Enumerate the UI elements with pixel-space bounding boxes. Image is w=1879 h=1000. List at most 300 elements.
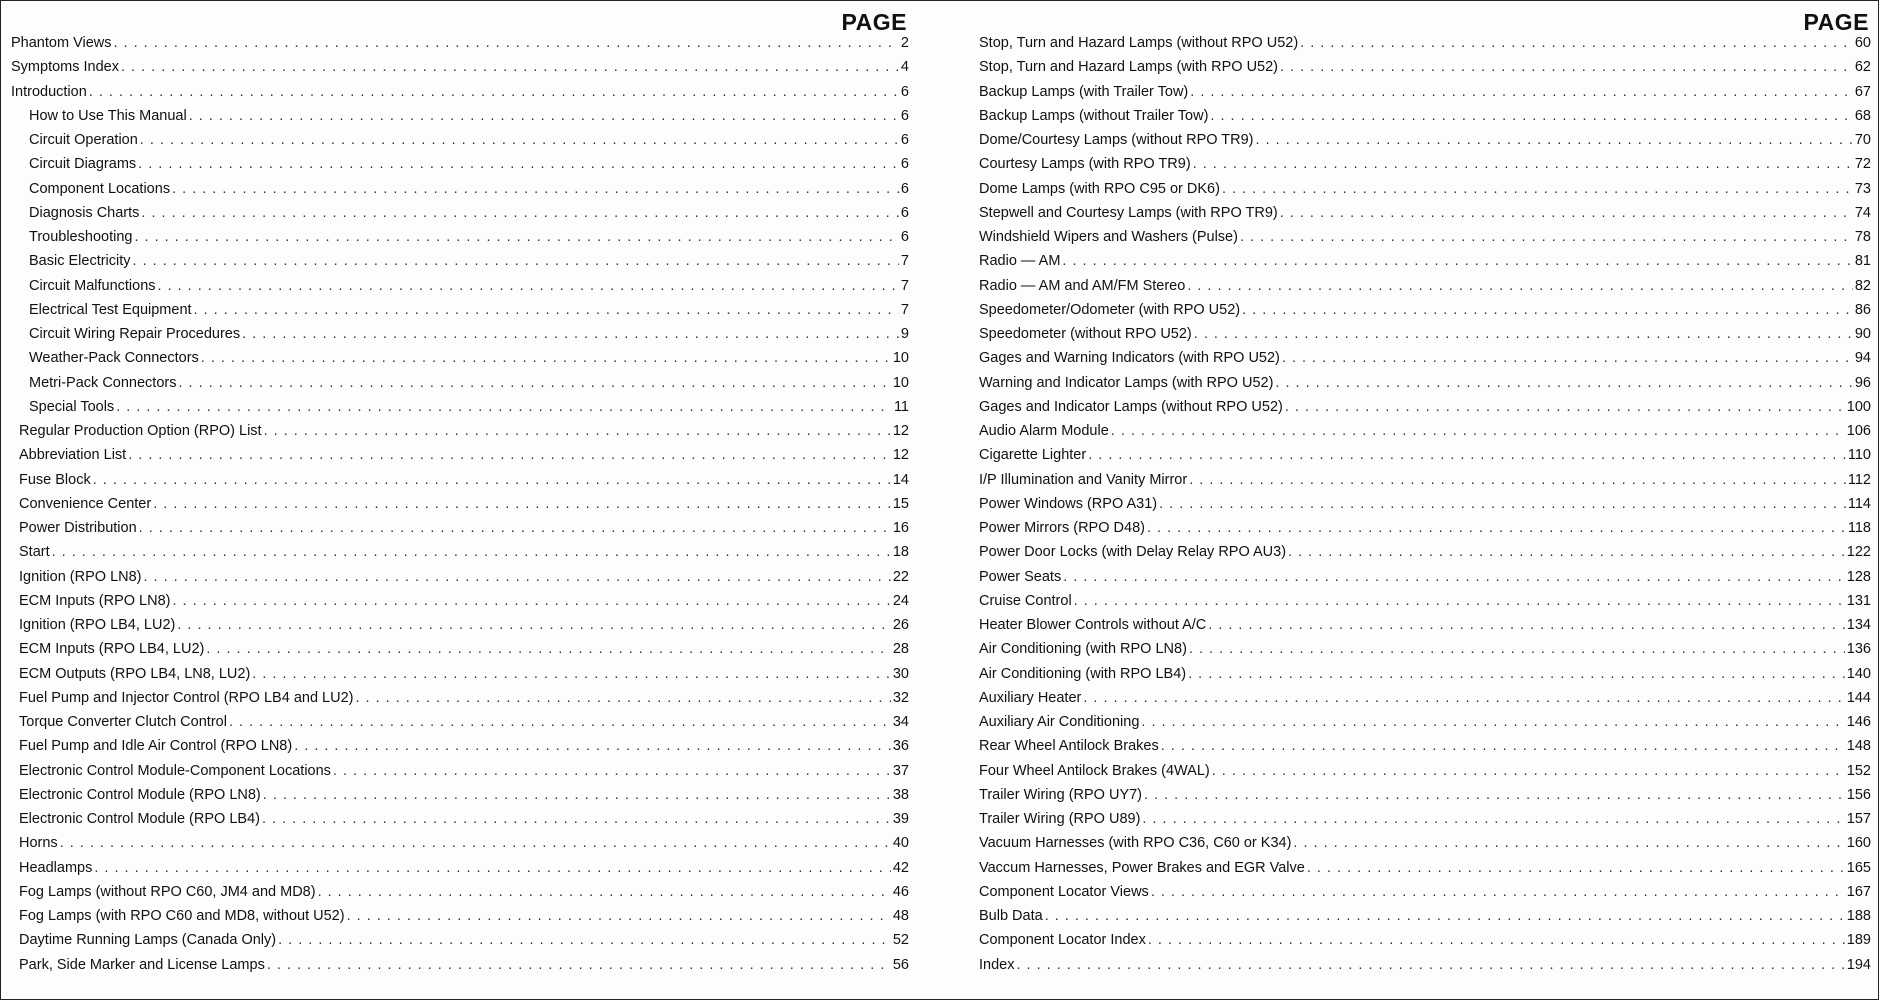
toc-entry[interactable]	[11, 156, 909, 180]
toc-entry-page-number: 188	[1846, 908, 1871, 924]
dot-leader	[1141, 714, 1844, 730]
toc-entry[interactable]	[11, 641, 909, 665]
toc-entry-page-number: 32	[892, 689, 909, 706]
toc-entry-page-number: 4	[900, 59, 909, 76]
toc-entry-title: Daytime Running Lamps (Canada Only)	[19, 932, 277, 949]
toc-entry-title: Gages and Indicator Lamps (without RPO U52)	[979, 398, 1283, 415]
toc-entry-page-number: 22	[892, 568, 909, 585]
dot-leader	[116, 399, 892, 415]
toc-entry[interactable]	[11, 714, 909, 738]
toc-entry[interactable]	[11, 399, 909, 423]
toc-entry-title: Windshield Wipers and Washers (Pulse)	[979, 229, 1238, 245]
toc-entry[interactable]	[979, 253, 1871, 277]
toc-entry[interactable]	[979, 787, 1871, 811]
toc-list-right	[979, 35, 1871, 981]
toc-entry-page-number: 106	[1846, 423, 1871, 439]
toc-entry-page-number: 36	[892, 738, 909, 755]
dot-leader	[262, 811, 891, 827]
toc-entry-page-number: 56	[892, 956, 909, 973]
toc-entry[interactable]	[11, 544, 909, 568]
toc-entry-page-number: 140	[1846, 665, 1871, 682]
dot-leader	[1280, 205, 1853, 221]
toc-entry-title: Circuit Wiring Repair Procedures	[29, 326, 241, 342]
toc-entry[interactable]	[979, 108, 1871, 132]
dot-leader	[153, 496, 891, 512]
toc-entry[interactable]	[11, 84, 909, 108]
dot-leader	[252, 666, 891, 682]
toc-entry-page-number: 7	[900, 277, 909, 294]
dot-leader	[318, 884, 891, 900]
toc-entry[interactable]	[11, 811, 909, 835]
toc-entry-title: Fog Lamps (with RPO C60 and MD8, without U52)	[19, 908, 345, 924]
dot-leader	[1282, 350, 1853, 366]
toc-entry[interactable]	[11, 447, 909, 471]
toc-entry-page-number: 68	[1854, 107, 1871, 124]
toc-entry[interactable]	[11, 860, 909, 884]
toc-entry-title: Weather-Pack Connectors	[29, 350, 199, 367]
toc-entry-page-number: 60	[1854, 35, 1871, 51]
toc-right-column	[979, 9, 1871, 981]
toc-entry-page-number: 82	[1854, 277, 1871, 294]
toc-entry-page-number: 110	[1847, 447, 1871, 464]
dot-leader	[263, 787, 891, 803]
dot-leader	[173, 593, 891, 609]
toc-entry-page-number: 46	[892, 883, 909, 900]
toc-entry-page-number: 24	[892, 592, 909, 609]
toc-entry-page-number: 30	[892, 665, 909, 682]
toc-entry[interactable]	[979, 84, 1871, 108]
toc-entry-page-number: 134	[1846, 617, 1871, 633]
toc-entry[interactable]	[11, 520, 909, 544]
toc-entry-page-number: 12	[892, 447, 909, 464]
toc-entry[interactable]	[11, 59, 909, 83]
toc-entry[interactable]	[11, 932, 909, 956]
toc-entry-page-number: 6	[900, 180, 909, 197]
toc-entry-page-number: 81	[1854, 253, 1871, 270]
toc-entry-title: Stepwell and Courtesy Lamps (with RPO TR9)	[979, 204, 1278, 221]
toc-entry-title: Fuel Pump and Idle Air Control (RPO LN8)	[19, 738, 293, 755]
toc-entry-page-number: 70	[1854, 132, 1871, 148]
dot-leader	[1190, 84, 1853, 100]
dot-leader	[294, 738, 891, 754]
toc-entry[interactable]	[979, 229, 1871, 253]
toc-entry-title: Introduction	[11, 83, 87, 100]
toc-entry[interactable]	[979, 278, 1871, 302]
toc-entry-title: Power Seats	[979, 568, 1062, 585]
toc-entry[interactable]	[11, 108, 909, 132]
dot-leader	[93, 472, 891, 488]
toc-entry[interactable]	[979, 375, 1871, 399]
page-column-header-left: PAGE	[841, 9, 907, 35]
dot-leader	[1189, 641, 1845, 657]
toc-entry[interactable]	[11, 666, 909, 690]
dot-leader	[60, 835, 891, 851]
toc-entry-title: Symptoms Index	[11, 59, 119, 76]
toc-entry[interactable]	[979, 399, 1871, 423]
toc-entry[interactable]	[979, 544, 1871, 568]
toc-entry-title: ECM Inputs (RPO LN8)	[19, 592, 171, 609]
dot-leader	[355, 690, 890, 706]
toc-entry-title: How to Use This Manual	[29, 107, 187, 124]
toc-entry[interactable]	[11, 690, 909, 714]
toc-entry[interactable]	[11, 132, 909, 156]
toc-entry-title: Audio Alarm Module	[979, 423, 1109, 439]
dot-leader	[1189, 472, 1846, 488]
toc-entry-title: Electrical Test Equipment	[29, 301, 192, 318]
toc-entry[interactable]	[11, 253, 909, 277]
toc-entry-title: Trailer Wiring (RPO U89)	[979, 811, 1141, 827]
toc-entry[interactable]	[11, 181, 909, 205]
toc-entry-title: Diagnosis Charts	[29, 204, 140, 221]
toc-entry-page-number: 128	[1846, 568, 1871, 585]
toc-entry[interactable]	[11, 472, 909, 496]
toc-entry[interactable]	[11, 302, 909, 326]
toc-entry[interactable]	[979, 666, 1871, 690]
toc-entry[interactable]	[979, 690, 1871, 714]
toc-entry-title: Park, Side Marker and License Lamps	[19, 956, 265, 973]
toc-entry-page-number: 118	[1847, 520, 1871, 536]
toc-entry[interactable]	[979, 132, 1871, 156]
toc-entry-page-number: 122	[1846, 544, 1871, 561]
toc-entry-page-number: 157	[1846, 811, 1871, 827]
dot-leader	[201, 350, 891, 366]
toc-entry-page-number: 189	[1846, 932, 1871, 949]
toc-entry-title: Component Locations	[29, 180, 171, 197]
toc-entry-page-number: 144	[1846, 689, 1871, 706]
toc-entry-page-number: 167	[1846, 883, 1871, 900]
toc-entry-page-number: 74	[1854, 204, 1871, 221]
dot-leader	[140, 132, 899, 148]
dot-leader	[177, 617, 891, 633]
dot-leader	[1280, 59, 1853, 75]
toc-entry-title: Radio — AM and AM/FM Stereo	[979, 277, 1186, 294]
dot-leader	[178, 375, 890, 391]
toc-entry-page-number: 131	[1846, 592, 1871, 609]
toc-list-left	[11, 35, 909, 981]
toc-entry[interactable]	[979, 302, 1871, 326]
toc-entry[interactable]	[11, 763, 909, 787]
toc-entry-page-number: 160	[1846, 835, 1871, 852]
toc-entry-page-number: 6	[900, 204, 909, 221]
toc-entry[interactable]	[11, 326, 909, 350]
toc-entry[interactable]	[979, 714, 1871, 738]
toc-entry-title: Metri-Pack Connectors	[29, 374, 177, 391]
toc-entry-title: Stop, Turn and Hazard Lamps (without RPO U52)	[979, 35, 1299, 51]
toc-entry-title: Heater Blower Controls without A/C	[979, 617, 1207, 633]
dot-leader	[94, 860, 891, 876]
toc-entry-page-number: 112	[1847, 471, 1871, 488]
toc-entry[interactable]	[11, 957, 909, 981]
toc-entry[interactable]	[979, 447, 1871, 471]
toc-entry-title: Courtesy Lamps (with RPO TR9)	[979, 156, 1191, 173]
toc-entry-page-number: 6	[900, 229, 909, 245]
dot-leader	[1151, 884, 1845, 900]
toc-entry[interactable]	[979, 423, 1871, 447]
toc-entry[interactable]	[11, 205, 909, 229]
toc-entry[interactable]	[979, 569, 1871, 593]
toc-entry[interactable]	[979, 593, 1871, 617]
toc-entry[interactable]	[979, 738, 1871, 762]
toc-entry-title: Power Mirrors (RPO D48)	[979, 520, 1145, 536]
toc-entry-title: Troubleshooting	[29, 229, 133, 245]
toc-entry-title: Dome Lamps (with RPO C95 or DK6)	[979, 180, 1220, 197]
toc-entry-title: Component Locator Index	[979, 932, 1146, 949]
toc-entry-page-number: 6	[900, 107, 909, 124]
toc-entry[interactable]	[11, 423, 909, 447]
toc-entry-title: Basic Electricity	[29, 253, 131, 270]
toc-entry-title: Circuit Diagrams	[29, 156, 137, 173]
toc-entry[interactable]	[979, 59, 1871, 83]
dot-leader	[139, 520, 891, 536]
dot-leader	[1063, 569, 1845, 585]
toc-entry[interactable]	[979, 908, 1871, 932]
toc-entry[interactable]	[979, 205, 1871, 229]
toc-entry[interactable]	[11, 35, 909, 59]
toc-entry-title: Speedometer/Odometer (with RPO U52)	[979, 301, 1241, 318]
toc-entry-title: Warning and Indicator Lamps (with RPO U52)	[979, 374, 1274, 391]
toc-entry-page-number: 6	[900, 83, 909, 100]
toc-entry-title: Dome/Courtesy Lamps (without RPO TR9)	[979, 132, 1254, 148]
toc-left-column	[11, 9, 909, 981]
dot-leader	[1212, 763, 1845, 779]
toc-entry[interactable]	[979, 763, 1871, 787]
dot-leader	[138, 156, 899, 172]
dot-leader	[158, 278, 899, 294]
toc-entry-page-number: 6	[900, 132, 909, 148]
toc-entry-page-number: 40	[892, 835, 909, 852]
toc-entry-title: Circuit Operation	[29, 132, 138, 148]
toc-entry-page-number: 136	[1846, 641, 1871, 658]
dot-leader	[229, 714, 891, 730]
toc-entry-title: Torque Converter Clutch Control	[19, 714, 227, 730]
toc-entry-title: Speedometer (without RPO U52)	[979, 326, 1192, 342]
toc-entry[interactable]	[979, 811, 1871, 835]
dot-leader	[1193, 156, 1853, 172]
dot-leader	[1275, 375, 1852, 391]
toc-entry-title: Power Door Locks (with Delay Relay RPO AU3)	[979, 544, 1287, 561]
dot-leader	[1285, 399, 1845, 415]
toc-entry-title: Air Conditioning (with RPO LN8)	[979, 641, 1187, 658]
toc-entry-page-number: 12	[892, 423, 909, 439]
toc-entry-title: Ignition (RPO LN8)	[19, 568, 142, 585]
toc-entry[interactable]	[979, 957, 1871, 981]
dot-leader	[128, 447, 891, 463]
dot-leader	[1045, 908, 1845, 924]
toc-entry[interactable]	[11, 617, 909, 641]
toc-entry[interactable]	[979, 884, 1871, 908]
toc-entry-title: Gages and Warning Indicators (with RPO U52)	[979, 350, 1280, 367]
dot-leader	[1062, 253, 1852, 269]
toc-entry-page-number: 26	[892, 617, 909, 633]
dot-leader	[89, 84, 899, 100]
dot-leader	[1148, 932, 1845, 948]
dot-leader	[1088, 447, 1846, 463]
toc-entry[interactable]	[11, 593, 909, 617]
dot-leader	[121, 59, 899, 75]
dot-leader	[52, 544, 891, 560]
toc-entry-title: Regular Production Option (RPO) List	[19, 423, 262, 439]
toc-entry-title: Fog Lamps (without RPO C60, JM4 and MD8)	[19, 883, 316, 900]
toc-entry[interactable]	[979, 181, 1871, 205]
toc-entry-title: Backup Lamps (without Trailer Tow)	[979, 107, 1209, 124]
toc-entry-title: Circuit Malfunctions	[29, 277, 156, 294]
toc-entry-page-number: 146	[1846, 714, 1871, 730]
toc-entry-page-number: 78	[1854, 229, 1871, 245]
dot-leader	[347, 908, 891, 924]
toc-entry[interactable]	[979, 860, 1871, 884]
dot-leader	[206, 641, 891, 657]
toc-entry[interactable]	[11, 569, 909, 593]
toc-entry[interactable]	[979, 835, 1871, 859]
toc-entry-title: Radio — AM	[979, 253, 1061, 270]
dot-leader	[1188, 666, 1845, 682]
toc-entry[interactable]	[979, 472, 1871, 496]
toc-entry[interactable]	[11, 884, 909, 908]
toc-entry-title: Horns	[19, 835, 58, 852]
toc-entry-title: Vaccum Harnesses, Power Brakes and EGR Valve	[979, 859, 1305, 876]
toc-entry[interactable]	[11, 496, 909, 520]
dot-leader	[1187, 278, 1853, 294]
toc-entry[interactable]	[11, 278, 909, 302]
toc-entry-page-number: 28	[892, 641, 909, 658]
toc-entry-title: Component Locator Views	[979, 883, 1149, 900]
dot-leader	[1288, 544, 1845, 560]
toc-entry-title: Power Distribution	[19, 520, 137, 536]
toc-entry[interactable]	[979, 350, 1871, 374]
toc-entry[interactable]	[979, 156, 1871, 180]
toc-entry-title: ECM Outputs (RPO LB4, LN8, LU2)	[19, 665, 251, 682]
toc-entry[interactable]	[979, 932, 1871, 956]
toc-entry-title: Cigarette Lighter	[979, 447, 1087, 464]
dot-leader	[1083, 690, 1844, 706]
dot-leader	[1147, 520, 1846, 536]
toc-entry-page-number: 96	[1854, 374, 1871, 391]
toc-entry[interactable]	[11, 375, 909, 399]
toc-entry[interactable]	[11, 908, 909, 932]
dot-leader	[194, 302, 899, 318]
toc-entry-page-number: 152	[1846, 762, 1871, 779]
toc-entry-page-number: 15	[892, 495, 909, 512]
toc-entry-page-number: 10	[892, 374, 909, 391]
toc-entry-page-number: 7	[900, 301, 909, 318]
toc-entry-title: Auxiliary Air Conditioning	[979, 714, 1140, 730]
toc-entry-page-number: 90	[1854, 326, 1871, 342]
dot-leader	[267, 957, 891, 973]
dot-leader	[172, 181, 899, 197]
toc-entry-page-number: 39	[892, 811, 909, 827]
toc-entry-title: Electronic Control Module (RPO LN8)	[19, 786, 261, 803]
toc-entry-page-number: 194	[1846, 956, 1871, 973]
toc-entry-page-number: 73	[1854, 180, 1871, 197]
dot-leader	[1016, 957, 1844, 973]
dot-leader	[1074, 593, 1845, 609]
toc-entry-page-number: 94	[1854, 350, 1871, 367]
toc-entry-title: Convenience Center	[19, 495, 152, 512]
toc-entry[interactable]	[979, 496, 1871, 520]
toc-entry-title: Ignition (RPO LB4, LU2)	[19, 617, 176, 633]
toc-entry[interactable]	[11, 350, 909, 374]
toc-entry-page-number: 34	[892, 714, 909, 730]
toc-entry-page-number: 72	[1854, 156, 1871, 173]
toc-entry-title: Fuse Block	[19, 471, 91, 488]
toc-entry-page-number: 165	[1846, 859, 1871, 876]
toc-entry-title: Electronic Control Module (RPO LB4)	[19, 811, 260, 827]
toc-entry-page-number: 9	[900, 326, 909, 342]
toc-entry-title: Special Tools	[29, 398, 115, 415]
toc-entry[interactable]	[979, 641, 1871, 665]
toc-entry-page-number: 148	[1846, 738, 1871, 755]
dot-leader	[264, 423, 891, 439]
toc-entry-title: Cruise Control	[979, 592, 1072, 609]
toc-entry-title: Bulb Data	[979, 908, 1043, 924]
dot-leader	[278, 932, 891, 948]
toc-entry-page-number: 2	[900, 35, 909, 51]
toc-entry[interactable]	[979, 326, 1871, 350]
toc-entry-page-number: 37	[892, 762, 909, 779]
dot-leader	[1144, 787, 1845, 803]
toc-entry-title: Four Wheel Antilock Brakes (4WAL)	[979, 762, 1210, 779]
toc-entry[interactable]	[11, 229, 909, 253]
toc-entry[interactable]	[979, 520, 1871, 544]
dot-leader	[333, 763, 891, 779]
toc-entry-page-number: 38	[892, 786, 909, 803]
dot-leader	[133, 253, 899, 269]
toc-entry[interactable]	[11, 787, 909, 811]
toc-entry-title: Fuel Pump and Injector Control (RPO LB4 and LU2)	[19, 689, 354, 706]
dot-leader	[1293, 835, 1844, 851]
toc-entry-page-number: 10	[892, 350, 909, 367]
dot-leader	[141, 205, 899, 221]
toc-entry[interactable]	[11, 738, 909, 762]
dot-leader	[1300, 35, 1853, 51]
toc-entry-title: Auxiliary Heater	[979, 689, 1082, 706]
dot-leader	[134, 229, 898, 245]
toc-entry-page-number: 14	[892, 471, 909, 488]
toc-entry-title: Air Conditioning (with RPO LB4)	[979, 665, 1187, 682]
toc-entry-page-number: 62	[1854, 59, 1871, 76]
dot-leader	[1210, 108, 1852, 124]
toc-entry-page-number: 6	[900, 156, 909, 173]
toc-entry-page-number: 42	[892, 859, 909, 876]
toc-entry-title: Stop, Turn and Hazard Lamps (with RPO U52)	[979, 59, 1278, 76]
toc-entry-title: Rear Wheel Antilock Brakes	[979, 738, 1159, 755]
dot-leader	[1111, 423, 1845, 439]
dot-leader	[1240, 229, 1853, 245]
toc-entry-title: Abbreviation List	[19, 447, 127, 464]
dot-leader	[242, 326, 899, 342]
toc-entry-page-number: 11	[893, 398, 909, 415]
dot-leader	[189, 108, 899, 124]
toc-entry-page-number: 16	[892, 520, 909, 536]
toc-entry-title: Index	[979, 956, 1015, 973]
dot-leader	[1222, 181, 1853, 197]
dot-leader	[1307, 860, 1845, 876]
toc-entry-page-number: 114	[1847, 495, 1871, 512]
toc-entry-title: Headlamps	[19, 859, 93, 876]
toc-entry-page-number: 86	[1854, 301, 1871, 318]
page-column-header-right: PAGE	[1803, 9, 1869, 35]
dot-leader	[1159, 496, 1846, 512]
toc-entry-title: Electronic Control Module-Component Locations	[19, 762, 331, 779]
toc-entry-page-number: 156	[1846, 786, 1871, 803]
toc-entry[interactable]	[11, 835, 909, 859]
dot-leader	[1194, 326, 1853, 342]
toc-entry[interactable]	[979, 35, 1871, 59]
dot-leader	[1242, 302, 1853, 318]
toc-entry-title: Phantom Views	[11, 35, 112, 51]
toc-entry-page-number: 7	[900, 253, 909, 270]
toc-entry[interactable]	[979, 617, 1871, 641]
